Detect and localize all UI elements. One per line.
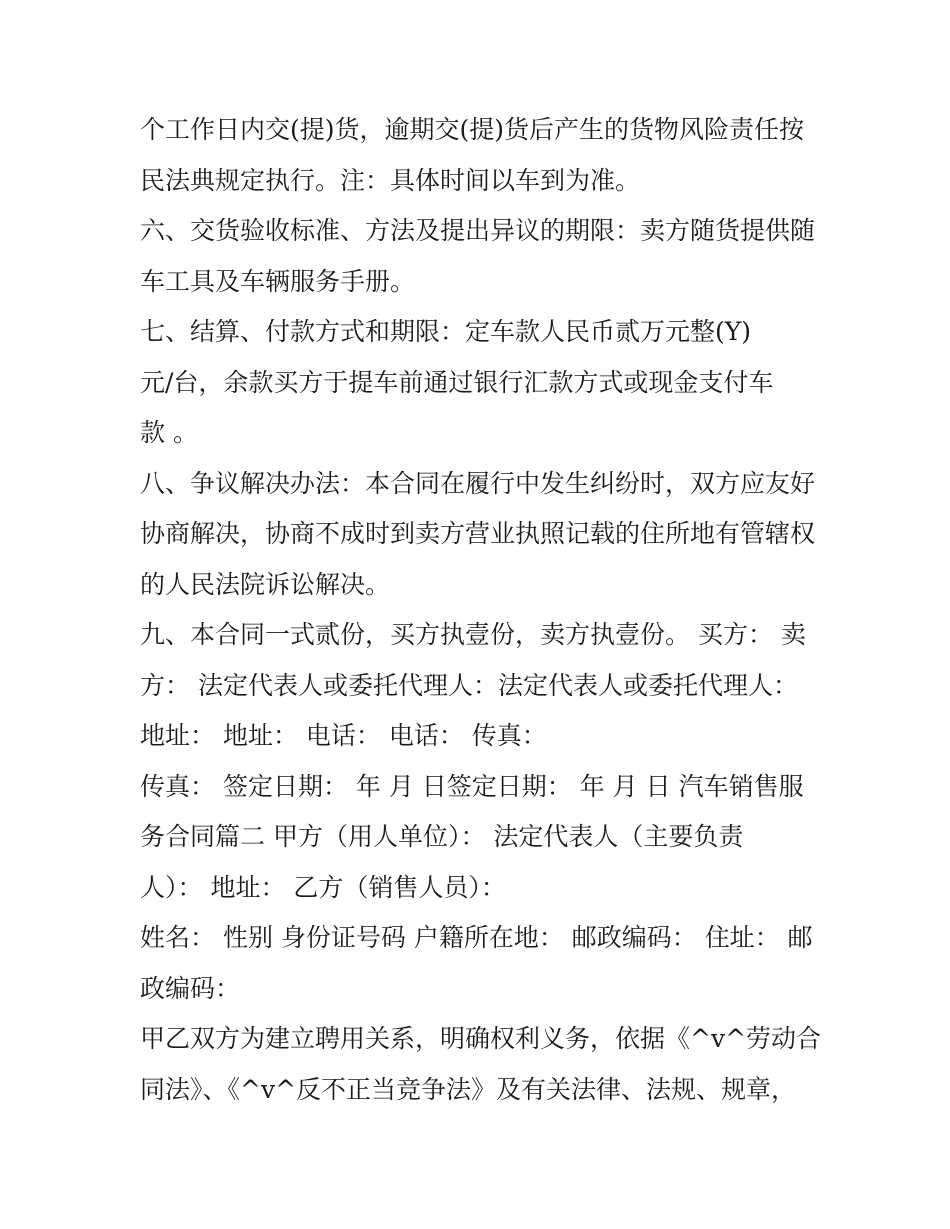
text-line: 人）： 地址： 乙方（销售人员）： — [140, 873, 506, 902]
text-line: 民法典规定执行。注：具体时间以车到为准。 — [140, 166, 641, 195]
text-line: 的人民法院诉讼解决。 — [140, 570, 391, 599]
text-line: 八、争议解决办法：本合同在履行中发生纠纷时，双方应友好 — [140, 469, 816, 498]
text-line: 款 。 — [140, 418, 198, 447]
text-line: 个工作日内交(提)货，逾期交(提)货后产生的货物风险责任按 — [140, 115, 805, 144]
text-line: 政编码： — [140, 974, 241, 1003]
text-line: 六、交货验收标准、方法及提出异议的期限：卖方随货提供随 — [140, 216, 816, 245]
text-line: 协商解决，协商不成时到卖方营业执照记载的住所地有管辖权 — [140, 519, 816, 548]
text-line: 同法》、《^v^反不正当竞争法》及有关法律、法规、规章， — [140, 1075, 797, 1104]
text-line: 七、结算、付款方式和期限：定车款人民币贰万元整(Y) — [140, 317, 752, 346]
text-line: 九、本合同一式贰份，买方执壹份，卖方执壹份。 买方： 卖 — [140, 620, 806, 649]
text-line: 务合同篇二 甲方（用人单位）： 法定代表人（主要负责 — [140, 822, 744, 851]
text-line: 甲乙双方为建立聘用关系，明确权利义务，依据《^v^劳动合 — [140, 1024, 822, 1053]
text-line: 元/台，余款买方于提车前通过银行汇款方式或现金支付车 — [140, 368, 774, 397]
text-line: 姓名： 性别 身份证号码 户籍所在地： 邮政编码： 住址： 邮 — [140, 923, 813, 952]
text-line: 地址： 地址： 电话： 电话： 传真： — [140, 721, 547, 750]
text-line: 传真： 签定日期： 年 月 日签定日期： 年 月 日 汽车销售服 — [140, 772, 804, 801]
text-line: 方： 法定代表人或委托代理人：法定代表人或委托代理人： — [140, 671, 798, 700]
text-line: 车工具及车辆服务手册。 — [140, 267, 416, 296]
